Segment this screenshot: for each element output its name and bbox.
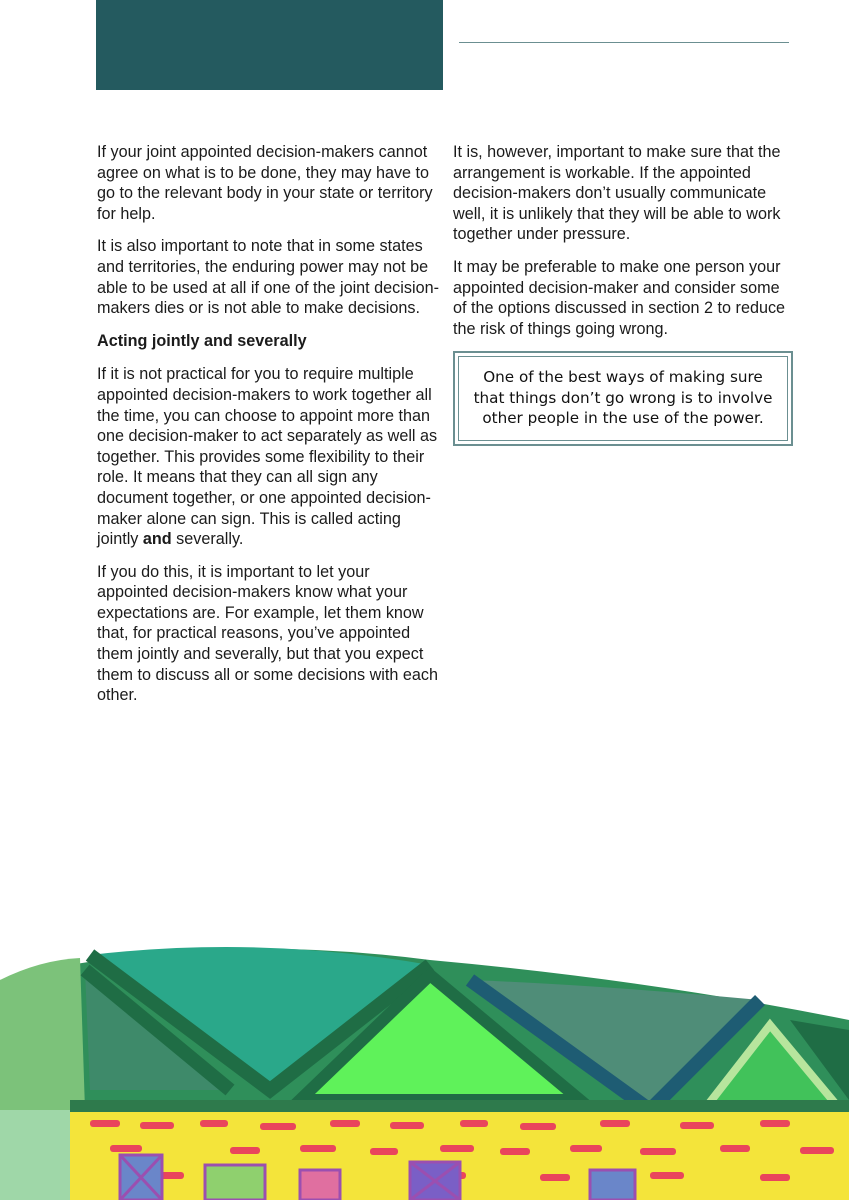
paragraph-workable: It is, however, important to make sure that the arrangement is workable. If the appointed decision-makers don’t usually communicate well, it is unlikely that they will be able to work together under pressure. — [453, 143, 781, 244]
paragraph-states-note: It is also important to note that in some states and territories, the enduring power may not be able to be used at all if one of the joint decision-makers dies or is not able to make decisions. — [97, 237, 439, 318]
paragraph-jointly-severally — [97, 364, 442, 549]
paragraph-preferable: It may be preferable to make one person your appointed decision-maker and consider some of the options discussed in section 2 to reduce the risk of things going wrong. — [453, 257, 786, 338]
callout-box — [453, 351, 793, 445]
emphasis-and: and — [142, 530, 172, 549]
paragraph-text-end: severally. — [171, 530, 244, 549]
right-column — [453, 142, 793, 446]
paragraph-joint-disagree: If your joint appointed decision-makers cannot agree on what is to be done, they may have to go to the relevant body in your state or territory for help. — [97, 143, 433, 223]
paragraph-expectations: If you do this, it is important to let your appointed decision-makers know what your expectations are. For example, let them know that, for practical reasons, you’ve appointed them jointly and severally, but that you expect them to discuss all or some decisions with each other. — [97, 562, 438, 705]
left-column — [97, 142, 442, 718]
section-heading: Acting jointly and severally — [97, 331, 307, 350]
callout-text: One of the best ways of making sure that things don’t go wrong is to involve other people in the use of the power. — [458, 356, 788, 440]
header-color-block — [96, 0, 443, 90]
paragraph-text: If it is not practical for you to require multiple appointed decision-makers to work together all the time, you can choose to appoint more than one decision-maker to act separately as well as together. This provides some flexibility to their role. It means that they can all sign any document together, or one appointed decision-maker alone can sign. This is called acting jointly — [97, 365, 438, 549]
header-rule — [459, 42, 789, 43]
painted-artwork — [0, 940, 849, 1200]
